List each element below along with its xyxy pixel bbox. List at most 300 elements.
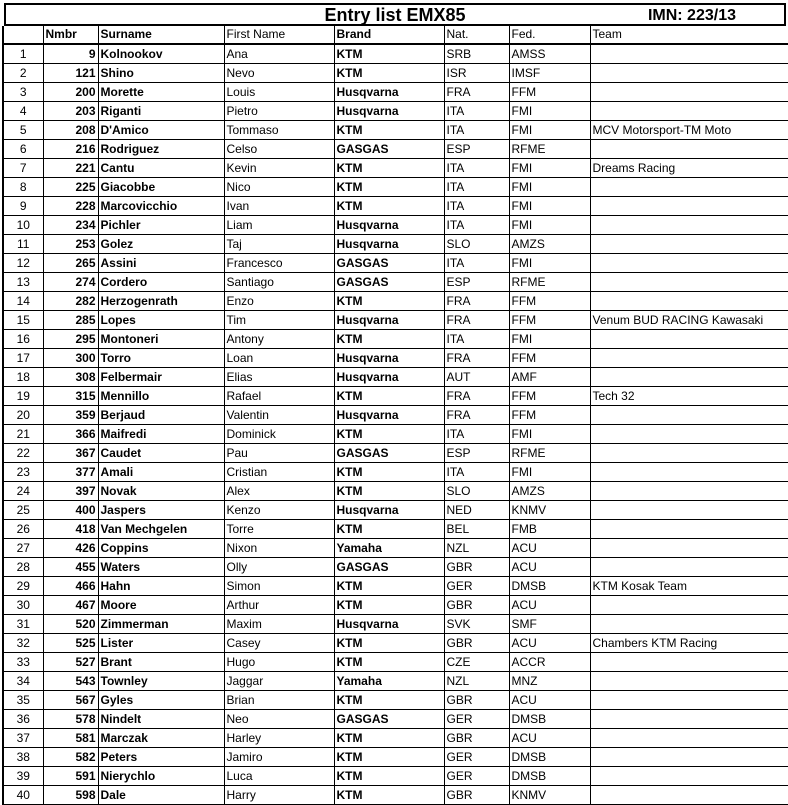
table-row <box>3 615 788 634</box>
rider-brand: Husqvarna <box>334 216 444 235</box>
rider-nationality: ITA <box>444 159 509 178</box>
rider-first-name: Nixon <box>224 539 334 558</box>
row-index: 34 <box>3 672 43 691</box>
rider-team <box>590 558 788 577</box>
row-index: 36 <box>3 710 43 729</box>
rider-surname: Lopes <box>98 311 224 330</box>
table-row <box>3 102 788 121</box>
rider-number: 359 <box>43 406 98 425</box>
rider-nationality: BEL <box>444 520 509 539</box>
rider-brand: KTM <box>334 691 444 710</box>
rider-surname: Dale <box>98 786 224 805</box>
rider-brand: KTM <box>334 748 444 767</box>
rider-federation: KNMV <box>509 501 590 520</box>
rider-surname: Berjaud <box>98 406 224 425</box>
rider-surname: Nierychlo <box>98 767 224 786</box>
table-row <box>3 786 788 805</box>
rider-brand: GASGAS <box>334 254 444 273</box>
rider-first-name: Celso <box>224 140 334 159</box>
rider-team <box>590 64 788 83</box>
rider-team <box>590 672 788 691</box>
rider-surname: Riganti <box>98 102 224 121</box>
row-index: 1 <box>3 44 43 64</box>
rider-number: 467 <box>43 596 98 615</box>
rider-first-name: Taj <box>224 235 334 254</box>
table-row <box>3 197 788 216</box>
table-row <box>3 653 788 672</box>
table-row <box>3 406 788 425</box>
rider-first-name: Rafael <box>224 387 334 406</box>
rider-team <box>590 273 788 292</box>
row-index: 21 <box>3 425 43 444</box>
rider-nationality: ITA <box>444 425 509 444</box>
rider-number: 581 <box>43 729 98 748</box>
rider-brand: KTM <box>334 482 444 501</box>
rider-team <box>590 520 788 539</box>
rider-federation: ACCR <box>509 653 590 672</box>
rider-first-name: Nevo <box>224 64 334 83</box>
rider-first-name: Torre <box>224 520 334 539</box>
rider-nationality: NZL <box>444 672 509 691</box>
rider-surname: Zimmerman <box>98 615 224 634</box>
rider-team <box>590 83 788 102</box>
rider-surname: Nindelt <box>98 710 224 729</box>
rider-surname: Rodriguez <box>98 140 224 159</box>
rider-number: 225 <box>43 178 98 197</box>
row-index: 24 <box>3 482 43 501</box>
rider-team <box>590 216 788 235</box>
rider-brand: KTM <box>334 596 444 615</box>
rider-nationality: GBR <box>444 786 509 805</box>
rider-brand: Yamaha <box>334 539 444 558</box>
rider-nationality: GER <box>444 710 509 729</box>
rider-first-name: Luca <box>224 767 334 786</box>
rider-team: Tech 32 <box>590 387 788 406</box>
rider-nationality: ITA <box>444 463 509 482</box>
rider-brand: Husqvarna <box>334 406 444 425</box>
row-index: 4 <box>3 102 43 121</box>
table-row <box>3 159 788 178</box>
rider-first-name: Maxim <box>224 615 334 634</box>
table-row <box>3 235 788 254</box>
rider-federation: MNZ <box>509 672 590 691</box>
rider-federation: FMI <box>509 463 590 482</box>
row-index: 3 <box>3 83 43 102</box>
table-row <box>3 748 788 767</box>
row-index: 11 <box>3 235 43 254</box>
rider-first-name: Kevin <box>224 159 334 178</box>
rider-first-name: Jaggar <box>224 672 334 691</box>
rider-first-name: Santiago <box>224 273 334 292</box>
row-index: 20 <box>3 406 43 425</box>
rider-first-name: Ana <box>224 44 334 64</box>
rider-first-name: Simon <box>224 577 334 596</box>
rider-nationality: SLO <box>444 235 509 254</box>
table-row <box>3 520 788 539</box>
row-index: 12 <box>3 254 43 273</box>
rider-federation: FFM <box>509 349 590 368</box>
rider-nationality: ITA <box>444 330 509 349</box>
rider-number: 265 <box>43 254 98 273</box>
rider-brand: Husqvarna <box>334 349 444 368</box>
rider-brand: GASGAS <box>334 444 444 463</box>
rider-team <box>590 501 788 520</box>
rider-team: KTM Kosak Team <box>590 577 788 596</box>
rider-federation: RFME <box>509 140 590 159</box>
rider-brand: KTM <box>334 159 444 178</box>
rider-team <box>590 44 788 64</box>
rider-team <box>590 748 788 767</box>
rider-brand: GASGAS <box>334 140 444 159</box>
rider-brand: KTM <box>334 729 444 748</box>
row-index: 16 <box>3 330 43 349</box>
rider-team <box>590 254 788 273</box>
rider-team <box>590 539 788 558</box>
rider-number: 285 <box>43 311 98 330</box>
row-index: 6 <box>3 140 43 159</box>
rider-number: 295 <box>43 330 98 349</box>
rider-surname: Kolnookov <box>98 44 224 64</box>
rider-first-name: Alex <box>224 482 334 501</box>
row-index: 2 <box>3 64 43 83</box>
rider-first-name: Dominick <box>224 425 334 444</box>
rider-nationality: ITA <box>444 254 509 273</box>
rider-number: 455 <box>43 558 98 577</box>
rider-surname: Lister <box>98 634 224 653</box>
rider-surname: Coppins <box>98 539 224 558</box>
row-index: 18 <box>3 368 43 387</box>
rider-federation: FMI <box>509 178 590 197</box>
row-index: 13 <box>3 273 43 292</box>
rider-federation: AMZS <box>509 235 590 254</box>
row-index: 27 <box>3 539 43 558</box>
rider-team <box>590 653 788 672</box>
rider-nationality: SRB <box>444 44 509 64</box>
row-index: 39 <box>3 767 43 786</box>
rider-number: 582 <box>43 748 98 767</box>
rider-number: 300 <box>43 349 98 368</box>
rider-team <box>590 444 788 463</box>
rider-brand: KTM <box>334 634 444 653</box>
rider-federation: AMZS <box>509 482 590 501</box>
rider-nationality: ESP <box>444 444 509 463</box>
row-index: 5 <box>3 121 43 140</box>
rider-number: 282 <box>43 292 98 311</box>
rider-team <box>590 406 788 425</box>
rider-surname: Gyles <box>98 691 224 710</box>
rider-federation: FMI <box>509 197 590 216</box>
rider-first-name: Loan <box>224 349 334 368</box>
rider-federation: FMI <box>509 102 590 121</box>
rider-number: 315 <box>43 387 98 406</box>
rider-number: 216 <box>43 140 98 159</box>
rider-surname: Van Mechgelen <box>98 520 224 539</box>
rider-federation: ACU <box>509 729 590 748</box>
rider-federation: DMSB <box>509 577 590 596</box>
rider-team <box>590 691 788 710</box>
rider-team <box>590 349 788 368</box>
rider-surname: Caudet <box>98 444 224 463</box>
rider-federation: FFM <box>509 83 590 102</box>
table-row <box>3 83 788 102</box>
rider-team <box>590 178 788 197</box>
rider-first-name: Valentin <box>224 406 334 425</box>
rider-first-name: Tommaso <box>224 121 334 140</box>
rider-number: 426 <box>43 539 98 558</box>
rider-team <box>590 140 788 159</box>
table-row <box>3 596 788 615</box>
rider-team: Dreams Racing <box>590 159 788 178</box>
rider-team <box>590 463 788 482</box>
row-index: 14 <box>3 292 43 311</box>
row-index: 38 <box>3 748 43 767</box>
rider-team <box>590 102 788 121</box>
rider-number: 418 <box>43 520 98 539</box>
table-row <box>3 539 788 558</box>
rider-team <box>590 482 788 501</box>
rider-brand: GASGAS <box>334 558 444 577</box>
rider-nationality: SVK <box>444 615 509 634</box>
rider-nationality: GER <box>444 748 509 767</box>
table-row <box>3 482 788 501</box>
rider-surname: Torro <box>98 349 224 368</box>
row-index: 22 <box>3 444 43 463</box>
rider-nationality: GER <box>444 577 509 596</box>
table-row <box>3 292 788 311</box>
rider-first-name: Pietro <box>224 102 334 121</box>
rider-first-name: Antony <box>224 330 334 349</box>
table-row <box>3 729 788 748</box>
rider-brand: KTM <box>334 577 444 596</box>
table-row <box>3 387 788 406</box>
rider-nationality: FRA <box>444 406 509 425</box>
rider-nationality: FRA <box>444 83 509 102</box>
rider-first-name: Casey <box>224 634 334 653</box>
rider-surname: Morette <box>98 83 224 102</box>
rider-federation: IMSF <box>509 64 590 83</box>
rider-federation: FMB <box>509 520 590 539</box>
rider-team <box>590 368 788 387</box>
rider-number: 367 <box>43 444 98 463</box>
rider-surname: Assini <box>98 254 224 273</box>
rider-surname: Mennillo <box>98 387 224 406</box>
rider-number: 203 <box>43 102 98 121</box>
rider-number: 121 <box>43 64 98 83</box>
rider-number: 543 <box>43 672 98 691</box>
rider-brand: Husqvarna <box>334 311 444 330</box>
rider-federation: RFME <box>509 273 590 292</box>
header-brand: Brand <box>334 26 444 44</box>
row-index: 15 <box>3 311 43 330</box>
header-surname: Surname <box>98 26 224 44</box>
rider-federation: FMI <box>509 254 590 273</box>
rider-number: 274 <box>43 273 98 292</box>
rider-number: 208 <box>43 121 98 140</box>
rider-brand: GASGAS <box>334 710 444 729</box>
rider-brand: KTM <box>334 786 444 805</box>
row-index: 23 <box>3 463 43 482</box>
rider-first-name: Ivan <box>224 197 334 216</box>
rider-federation: FMI <box>509 159 590 178</box>
rider-first-name: Liam <box>224 216 334 235</box>
header-nat: Nat. <box>444 26 509 44</box>
rider-federation: FMI <box>509 425 590 444</box>
rider-federation: KNMV <box>509 786 590 805</box>
table-row <box>3 140 788 159</box>
rider-team <box>590 767 788 786</box>
rider-federation: FFM <box>509 387 590 406</box>
rider-number: 567 <box>43 691 98 710</box>
rider-brand: KTM <box>334 64 444 83</box>
rider-brand: KTM <box>334 653 444 672</box>
rider-brand: KTM <box>334 463 444 482</box>
rider-brand: KTM <box>334 425 444 444</box>
rider-surname: Peters <box>98 748 224 767</box>
row-index: 29 <box>3 577 43 596</box>
rider-number: 598 <box>43 786 98 805</box>
rider-surname: Brant <box>98 653 224 672</box>
rider-number: 400 <box>43 501 98 520</box>
rider-federation: AMF <box>509 368 590 387</box>
rider-surname: Giacobbe <box>98 178 224 197</box>
rider-team <box>590 292 788 311</box>
rider-federation: FFM <box>509 311 590 330</box>
rider-surname: Golez <box>98 235 224 254</box>
entry-list-sheet <box>4 3 786 805</box>
rider-brand: GASGAS <box>334 273 444 292</box>
table-row <box>3 349 788 368</box>
rider-number: 397 <box>43 482 98 501</box>
rider-surname: Townley <box>98 672 224 691</box>
row-index: 35 <box>3 691 43 710</box>
rider-surname: Hahn <box>98 577 224 596</box>
rider-nationality: FRA <box>444 349 509 368</box>
row-index: 28 <box>3 558 43 577</box>
rider-first-name: Brian <box>224 691 334 710</box>
rider-federation: ACU <box>509 691 590 710</box>
rider-nationality: ITA <box>444 178 509 197</box>
table-row <box>3 634 788 653</box>
rider-nationality: FRA <box>444 387 509 406</box>
rider-brand: Husqvarna <box>334 235 444 254</box>
table-row <box>3 444 788 463</box>
rider-number: 466 <box>43 577 98 596</box>
table-row <box>3 767 788 786</box>
rider-team <box>590 729 788 748</box>
row-index: 30 <box>3 596 43 615</box>
rider-brand: KTM <box>334 178 444 197</box>
row-index: 26 <box>3 520 43 539</box>
table-row <box>3 577 788 596</box>
rider-nationality: ITA <box>444 102 509 121</box>
table-row <box>3 330 788 349</box>
entry-table <box>2 26 788 805</box>
rider-nationality: AUT <box>444 368 509 387</box>
rider-federation: FMI <box>509 330 590 349</box>
rider-first-name: Neo <box>224 710 334 729</box>
rider-surname: Amali <box>98 463 224 482</box>
rider-brand: Husqvarna <box>334 501 444 520</box>
rider-nationality: GBR <box>444 729 509 748</box>
rider-nationality: GBR <box>444 691 509 710</box>
rider-team: MCV Motorsport-TM Moto <box>590 121 788 140</box>
rider-brand: KTM <box>334 330 444 349</box>
rider-first-name: Tim <box>224 311 334 330</box>
rider-nationality: SLO <box>444 482 509 501</box>
row-index: 17 <box>3 349 43 368</box>
rider-nationality: ITA <box>444 121 509 140</box>
rider-first-name: Enzo <box>224 292 334 311</box>
rider-first-name: Arthur <box>224 596 334 615</box>
rider-surname: Moore <box>98 596 224 615</box>
table-header-row <box>3 26 788 44</box>
rider-federation: DMSB <box>509 710 590 729</box>
rider-surname: Marczak <box>98 729 224 748</box>
rider-surname: Felbermair <box>98 368 224 387</box>
rider-brand: KTM <box>334 292 444 311</box>
rider-number: 308 <box>43 368 98 387</box>
rider-nationality: ITA <box>444 216 509 235</box>
rider-nationality: ESP <box>444 140 509 159</box>
rider-surname: Marcovicchio <box>98 197 224 216</box>
rider-nationality: FRA <box>444 311 509 330</box>
rider-team <box>590 197 788 216</box>
rider-nationality: GER <box>444 767 509 786</box>
header-team: Team <box>590 26 788 44</box>
rider-federation: ACU <box>509 539 590 558</box>
title-bar <box>4 3 786 26</box>
rider-team: Chambers KTM Racing <box>590 634 788 653</box>
rider-nationality: GBR <box>444 596 509 615</box>
rider-surname: Shino <box>98 64 224 83</box>
table-row <box>3 64 788 83</box>
rider-number: 9 <box>43 44 98 64</box>
rider-number: 525 <box>43 634 98 653</box>
rider-first-name: Pau <box>224 444 334 463</box>
rider-surname: Montoneri <box>98 330 224 349</box>
rider-brand: KTM <box>334 520 444 539</box>
rider-federation: DMSB <box>509 767 590 786</box>
rider-nationality: FRA <box>444 292 509 311</box>
table-row <box>3 44 788 64</box>
rider-first-name: Francesco <box>224 254 334 273</box>
row-index: 40 <box>3 786 43 805</box>
rider-brand: Yamaha <box>334 672 444 691</box>
rider-brand: Husqvarna <box>334 83 444 102</box>
table-row <box>3 558 788 577</box>
rider-surname: Herzogenrath <box>98 292 224 311</box>
rider-brand: Husqvarna <box>334 102 444 121</box>
row-index: 33 <box>3 653 43 672</box>
rider-brand: KTM <box>334 387 444 406</box>
rider-team: Venum BUD RACING Kawasaki <box>590 311 788 330</box>
rider-number: 234 <box>43 216 98 235</box>
rider-nationality: CZE <box>444 653 509 672</box>
rider-team <box>590 235 788 254</box>
rider-team <box>590 596 788 615</box>
table-row <box>3 254 788 273</box>
table-row <box>3 121 788 140</box>
rider-surname: Jaspers <box>98 501 224 520</box>
header-nmbr: Nmbr <box>43 26 98 44</box>
rider-federation: FFM <box>509 292 590 311</box>
rider-first-name: Cristian <box>224 463 334 482</box>
rider-brand: KTM <box>334 121 444 140</box>
rider-first-name: Harley <box>224 729 334 748</box>
rider-number: 520 <box>43 615 98 634</box>
rider-surname: Cantu <box>98 159 224 178</box>
row-index: 31 <box>3 615 43 634</box>
